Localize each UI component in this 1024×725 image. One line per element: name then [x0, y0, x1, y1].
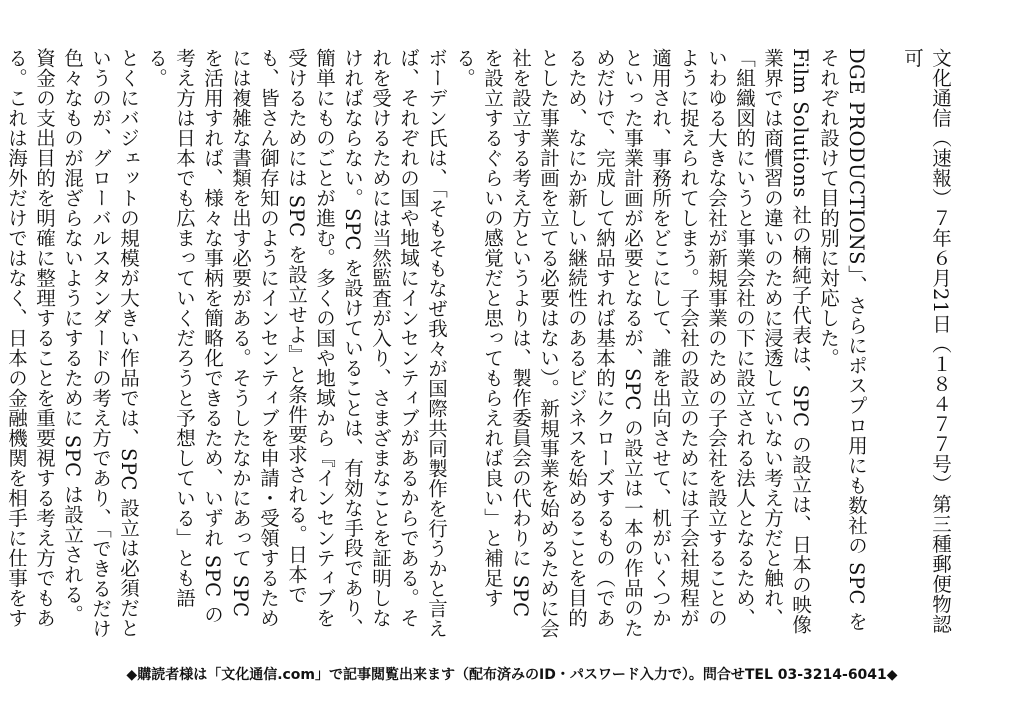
article-paragraph: DGE PRODUCTIONS」、さらにポスプロ用にも数社の SPC をそれぞれ設けて目的別に対応した。: [817, 48, 868, 632]
article-paragraph: とくにバジェットの規模が大きい作品では、SPC 設立は必須だというのが、グローバルスタンダードの考え方であり、「できるだけ色々なものが混ざらないようにするために SPC は設立される。資金の支出目的を明確に整理することを重要視する考え方でもある。これは海外だけではなく、日本の金融機関を相手に仕事をす: [5, 48, 140, 639]
header-gap: [870, 48, 898, 644]
subscriber-footer: ◆購読者様は「文化通信.com」で記事閲覧出来ます（配布済みのID・パスワード入力で）。問合せTEL 03-3214-6041◆: [126, 667, 898, 683]
publication-header: 文化通信（速報）７年６月21日（１８４７７号）第三種郵便物認可: [901, 48, 952, 634]
article-paragraph: Film Solutions 社の楠純子代表は、SPC の設立は、日本の映像業界では商慣習の違いのために浸透していない考え方だと触れ、「組織図的にいうと事業会社の下に設立される法人となるため、いわゆる大きな会社が新規事業のための子会社を設立することのように捉えられてしまう。子会社の設立のためには子会社規程が適用され、事務所をどこにして、誰を出向させて、机がいくつかといった事業計画が必要となるが、SPC の設立は一本の作品のためだけで、完成して納品すれば基本的にクローズするもの（であるため、なにか新しい継続性のあるビジネスを始めることを目的とした事業計画を立てる必要はない）。新規事業を始めるために会社を設立する考え方というよりは、製作委員会の代わりに SPC を設立するぐらいの感覚だと思ってもらえれば良い」と補足する。: [453, 48, 812, 639]
article-paragraph: ボーデン氏は、「そもそもなぜ我々が国際共同製作を行うかと言えば、それぞれの国や地域にインセンティブがあるからである。それを受けるためには当然監査が入り、さまざまなことを証明しなければならない。SPC を設けていることは、有効な手段であり、簡単にものごとが進む。多くの国や地域から『インセンティブを受けるためには SPC を設立せよ』と条件要求される。日本でも、皆さん御存知のようにインセンティブを申請・受領するためには複雑な書類を出す必要がある。そうしたなかにあって SPC を活用すれば、様々な事柄を簡略化できるため、いずれ SPC の考え方は日本でも広まっていくだろうと予想している」とも語る。: [145, 48, 448, 639]
article-body: [5, 48, 954, 644]
